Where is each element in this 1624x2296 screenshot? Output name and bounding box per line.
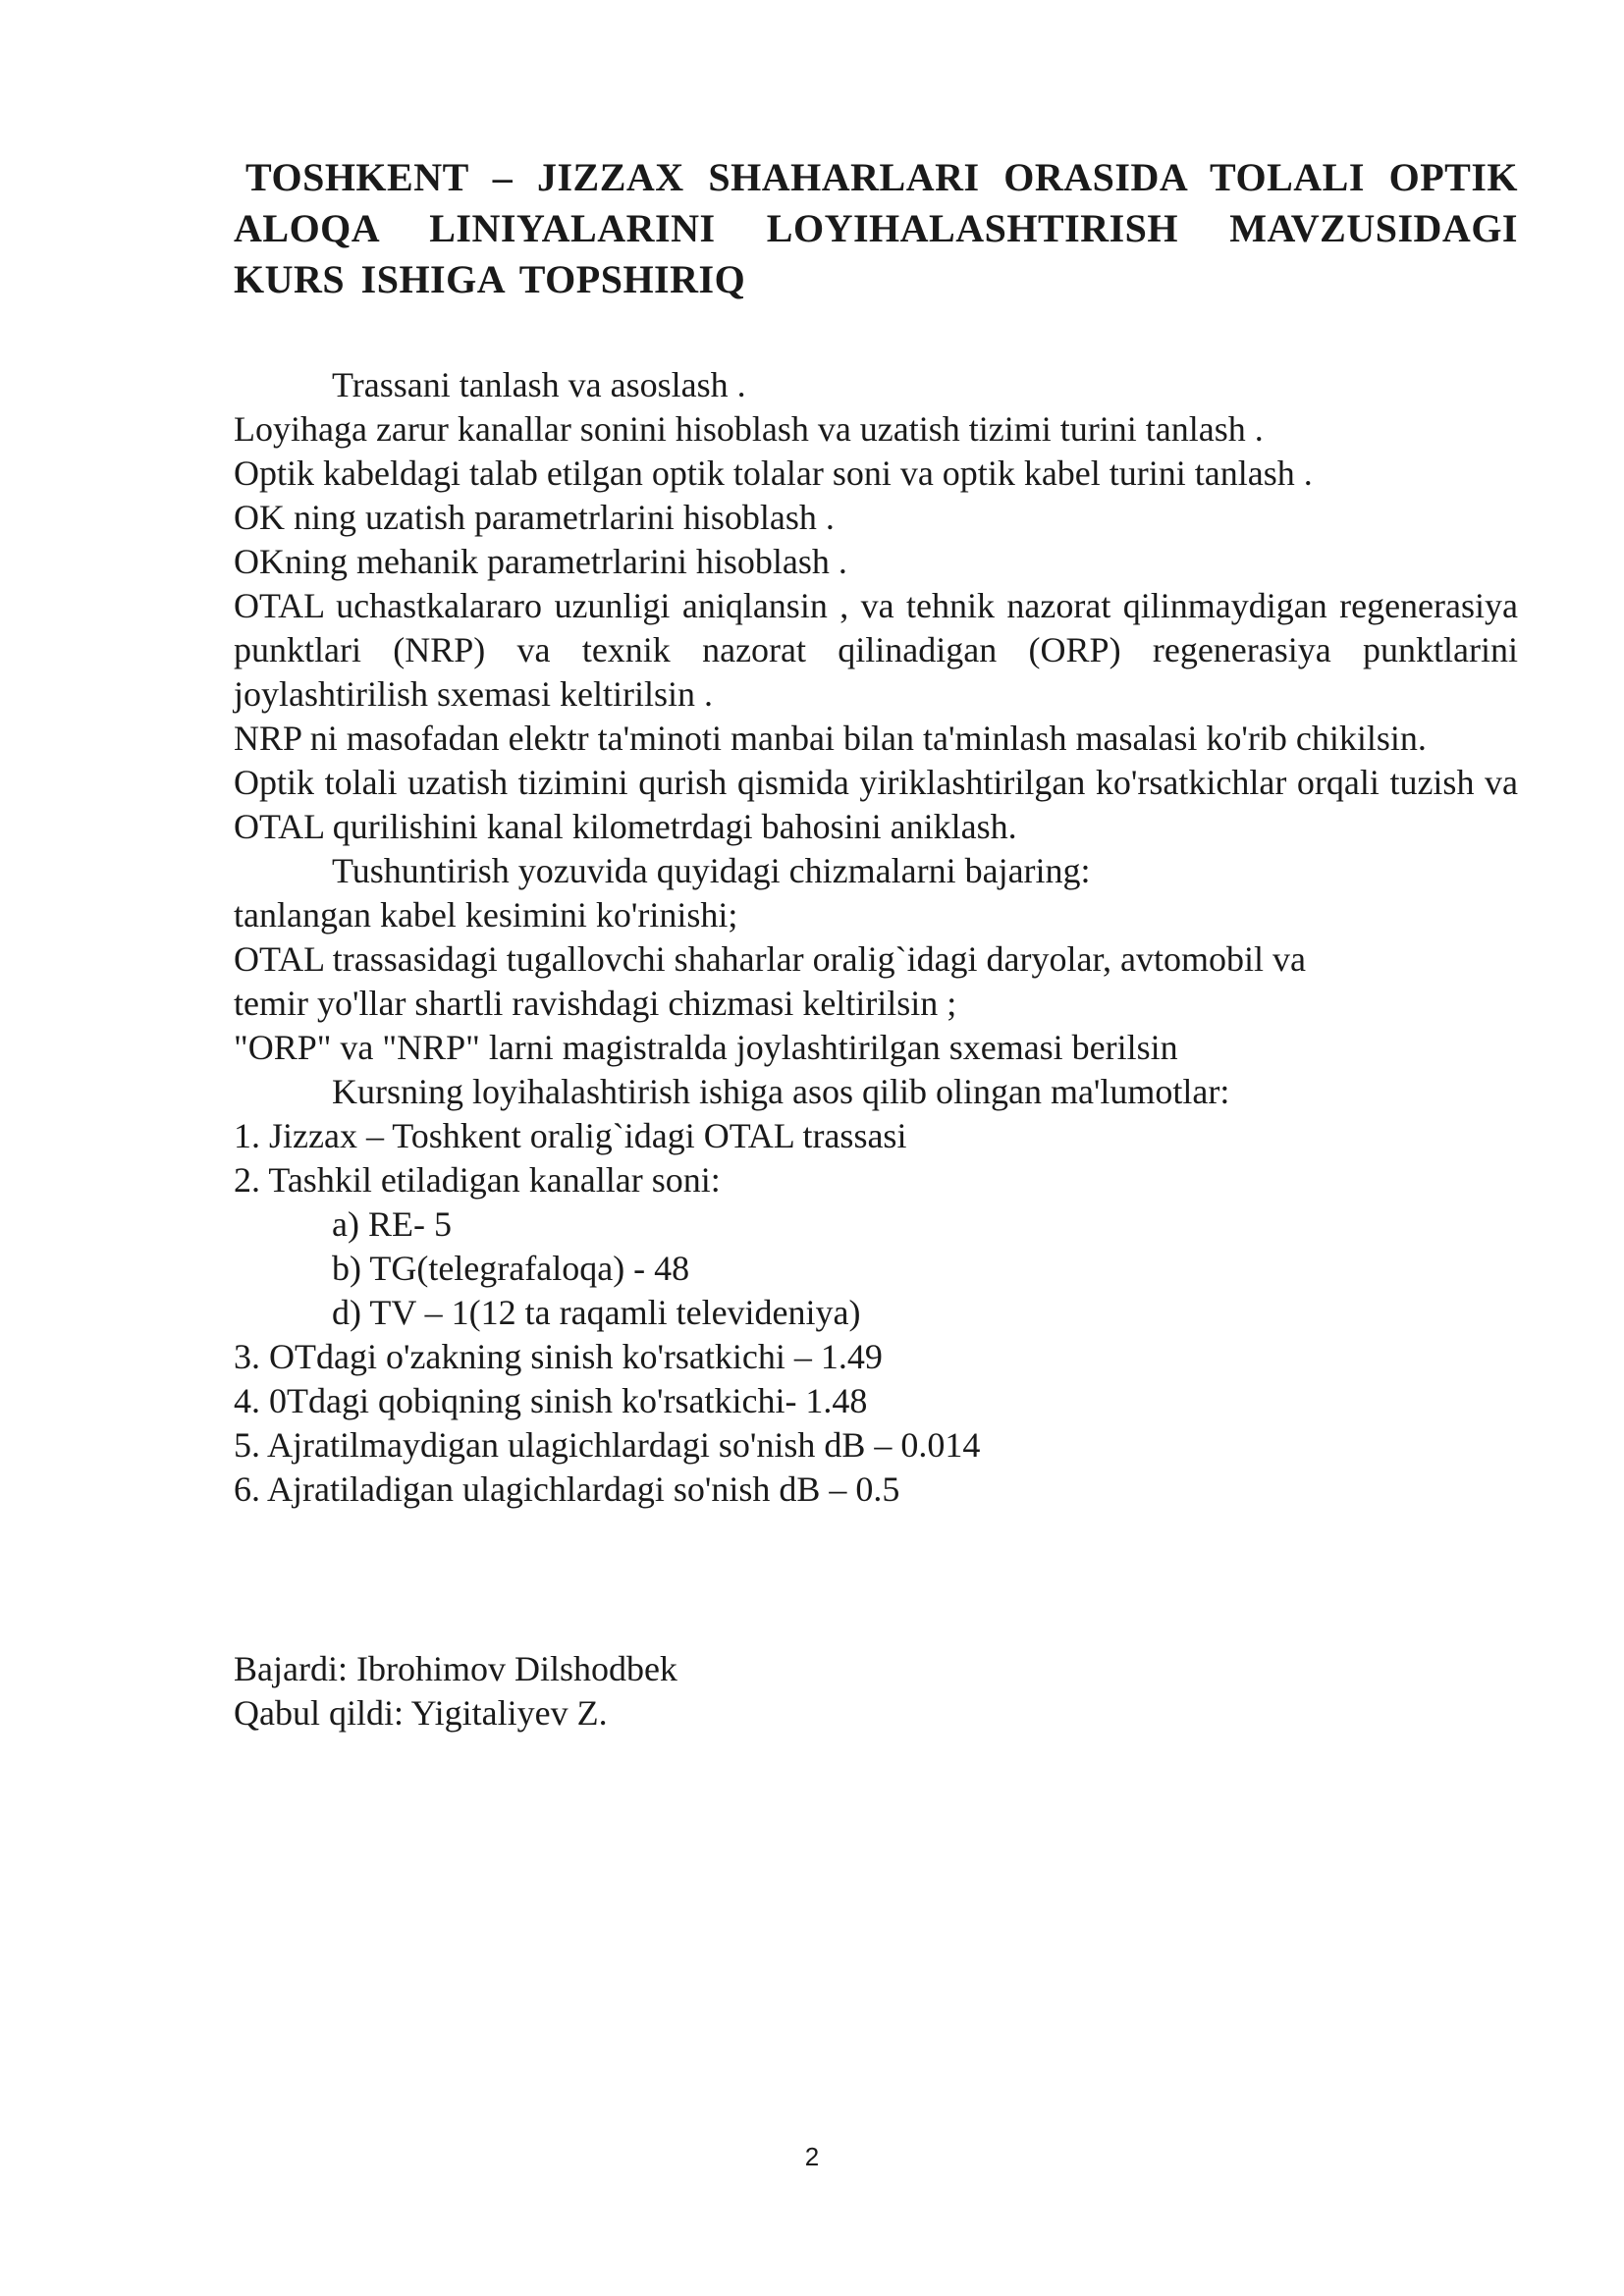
paragraph: NRP ni masofadan elektr ta'minoti manbai bilan ta'minlash masalasi ko'rib chikilsin. — [234, 719, 1427, 758]
list-item: 3. OTdagi o'zakning sinish ko'rsatkichi – 1.49 — [234, 1337, 883, 1376]
title-line-3: KURS ISHIGA TOPSHIRIQ — [234, 257, 746, 301]
signature-block — [234, 1647, 677, 1735]
list-item: 5. Ajratilmaydigan ulagichlardagi so'nish dB – 0.014 — [234, 1425, 981, 1465]
title-line-2: ALOQA LINIYALARINI LOYIHALASHTIRISH MAVZUSIDAGI — [234, 206, 1518, 250]
list-item: 4. 0Tdagi qobiqning sinish ko'rsatkichi- 1.48 — [234, 1381, 868, 1420]
document-body — [234, 363, 1518, 1512]
paragraph: OK ning uzatish parametrlarini hisoblash . — [234, 498, 835, 537]
paragraph: OKning mehanik parametrlarini hisoblash . — [234, 542, 847, 581]
page-number: 2 — [804, 2142, 820, 2171]
list-item: 6. Ajratiladigan ulagichlardagi so'nish dB – 0.5 — [234, 1469, 900, 1509]
paragraph: Trassani tanlash va asoslash . — [332, 365, 746, 404]
list-item: 1. Jizzax – Toshkent oralig`idagi OTAL trassasi — [234, 1116, 907, 1155]
document-title — [234, 152, 1518, 305]
title-line-1: TOSHKENT – JIZZAX SHAHARLARI ORASIDA TOLALI OPTIK — [245, 155, 1518, 199]
list-item: 2. Tashkil etiladigan kanallar soni: — [234, 1160, 721, 1200]
paragraph: Optik kabeldagi talab etilgan optik tolalar soni va optik kabel turini tanlash . — [234, 454, 1313, 493]
paragraph: OTAL trassasidagi tugallovchi shaharlar oralig`idagi daryolar, avtomobil va — [234, 939, 1307, 979]
paragraph: temir yo'llar shartli ravishdagi chizmasi keltirilsin ; — [234, 984, 957, 1023]
sub-list-item: a) RE- 5 — [332, 1204, 452, 1244]
paragraph: "ORP" va "NRP" larni magistralda joylashtirilgan sxemasi berilsin — [234, 1028, 1178, 1067]
paragraph: tanlangan kabel kesimini ko'rinishi; — [234, 895, 738, 934]
sub-list-item: b) TG(telegrafaloqa) - 48 — [332, 1249, 690, 1288]
paragraph: Loyihaga zarur kanallar sonini hisoblash va uzatish tizimi turini tanlash . — [234, 409, 1264, 449]
accepted-by: Qabul qildi: Yigitaliyev Z. — [234, 1693, 608, 1733]
paragraph: Tushuntirish yozuvida quyidagi chizmalarni bajaring: — [332, 851, 1091, 890]
paragraph: Optik tolali uzatish tizimini qurish qismida yiriklashtirilgan ko'rsatkichlar orqali tuzish va OTAL qurilishini kanal kilometrdagi bahosini aniklash. — [234, 763, 1518, 846]
sub-list-item: d) TV – 1(12 ta raqamli televideniya) — [332, 1293, 861, 1332]
paragraph: Kursning loyihalashtirish ishiga asos qilib olingan ma'lumotlar: — [332, 1072, 1230, 1111]
paragraph: OTAL uchastkalararo uzunligi aniqlansin , va tehnik nazorat qilinmaydigan regenerasiya punktlari (NRP) va texnik nazorat qilinadigan (ORP) regenerasiya punktlarini joylashtirilish sxemasi keltirilsin . — [234, 586, 1518, 714]
performed-by: Bajardi: Ibrohimov Dilshodbek — [234, 1649, 677, 1688]
